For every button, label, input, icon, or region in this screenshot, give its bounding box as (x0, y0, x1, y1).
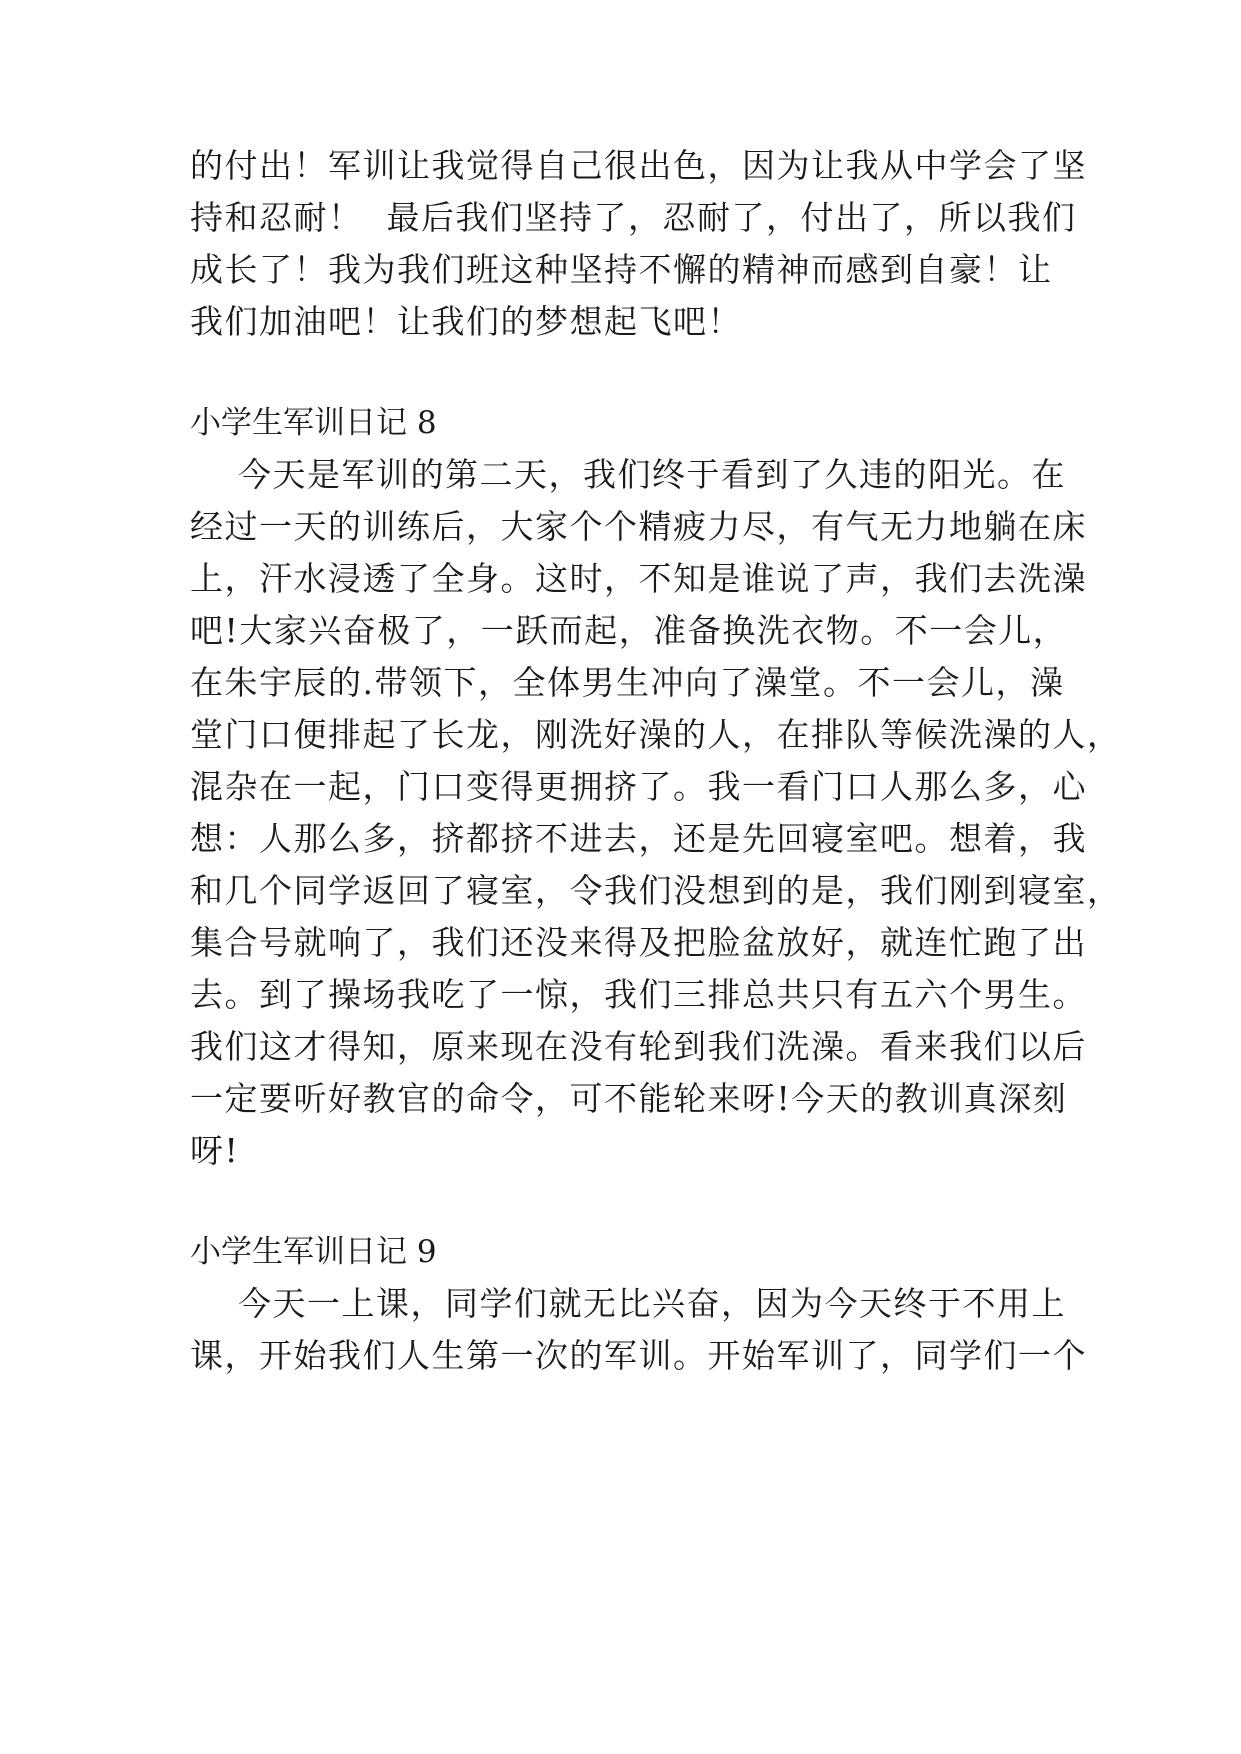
paragraph-line: 课，开始我们人生第一次的军训。开始军训了，同学们一个 (190, 1336, 1087, 1375)
paragraph-line: 和几个同学返回了寝室，令我们没想到的是，我们刚到寝室， (190, 871, 1122, 910)
paragraph-line: 经过一天的训练后，大家个个精疲力尽，有气无力地躺在床 (190, 507, 1087, 546)
paragraph-line: 我们加油吧！让我们的梦想起飞吧！ (190, 302, 742, 341)
paragraph-line: 集合号就响了，我们还没来得及把脸盆放好，就连忙跑了出 (190, 923, 1087, 962)
paragraph-line: 呀! (190, 1131, 240, 1170)
paragraph-line: 混杂在一起，门口变得更拥挤了。我一看门口人那么多，心 (190, 767, 1087, 806)
paragraph-line: 去。到了操场我吃了一惊，我们三排总共只有五六个男生。 (190, 975, 1087, 1014)
paragraph-line: 在朱宇辰的.带领下，全体男生冲向了澡堂。不一会儿，澡 (190, 663, 1065, 702)
section-heading: 小学生军训日记 9 (190, 1234, 437, 1270)
paragraph-line: 我们这才得知，原来现在没有轮到我们洗澡。看来我们以后 (190, 1027, 1087, 1066)
paragraph-line: 上，汗水浸透了全身。这时，不知是谁说了声，我们去洗澡 (190, 559, 1087, 598)
paragraph-line: 堂门口便排起了长龙，刚洗好澡的人，在排队等候洗澡的人， (190, 715, 1122, 754)
paragraph-line: 成长了！我为我们班这种坚持不懈的精神而感到自豪！让 (190, 250, 1053, 289)
paragraph-line: 今天是军训的第二天，我们终于看到了久违的阳光。在 (190, 455, 1066, 494)
paragraph-line: 的付出！军训让我觉得自己很出色，因为让我从中学会了坚 (190, 146, 1087, 185)
paragraph-line: 一定要听好教官的命令，可不能轮来呀!今天的教训真深刻 (190, 1079, 1068, 1118)
paragraph-line: 吧!大家兴奋极了，一跃而起，准备换洗衣物。不一会儿， (190, 611, 1068, 650)
paragraph-line: 今天一上课，同学们就无比兴奋，因为今天终于不用上 (190, 1284, 1066, 1323)
paragraph-line: 想：人那么多，挤都挤不进去，还是先回寝室吧。想着，我 (190, 819, 1087, 858)
section-heading: 小学生军训日记 8 (190, 405, 437, 441)
paragraph-line: 持和忍耐！ 最后我们坚持了，忍耐了，付出了，所以我们 (190, 198, 1077, 237)
